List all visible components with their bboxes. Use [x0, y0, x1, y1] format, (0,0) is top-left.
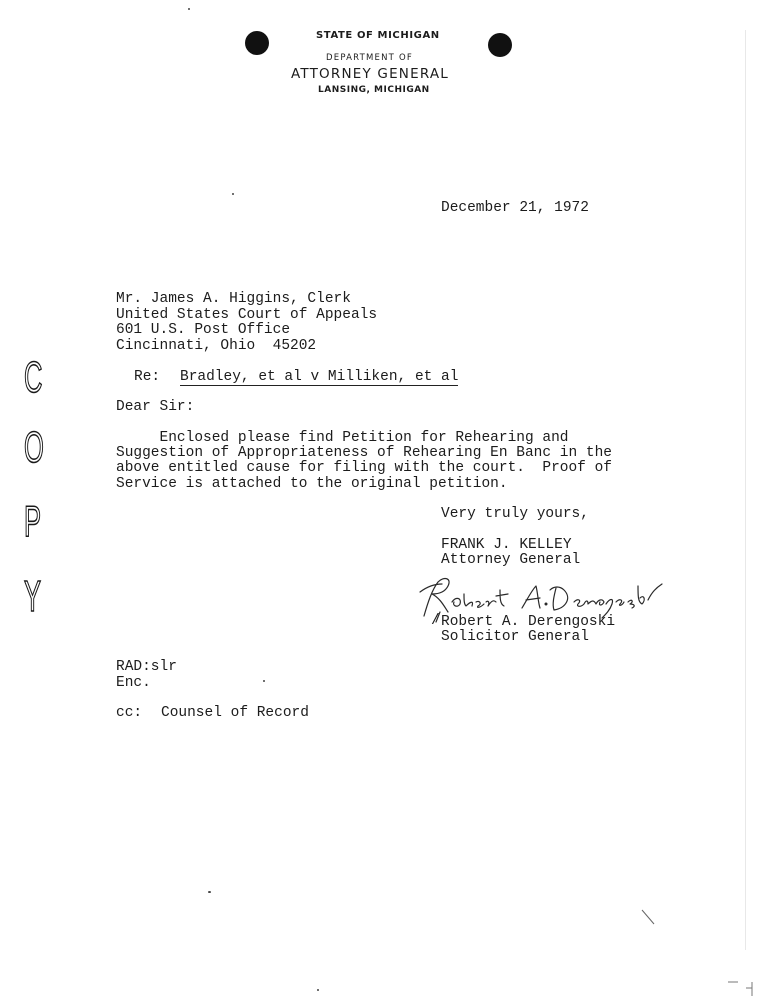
- signature-stroke: [550, 587, 568, 610]
- scan-speck: [232, 193, 234, 195]
- signature-stroke: [452, 590, 508, 607]
- letter-date: December 21, 1972: [441, 200, 589, 216]
- copy-stamp-letter: Y: [24, 572, 42, 621]
- letterhead-department: DEPARTMENT OF: [326, 53, 413, 63]
- sender-title: Attorney General: [441, 552, 581, 568]
- salutation: Dear Sir:: [116, 399, 195, 415]
- body-line: above entitled cause for filing with the court. Proof of: [116, 460, 612, 476]
- letterhead-office: ATTORNEY GENERAL: [291, 66, 450, 82]
- signature-stroke: [545, 603, 547, 605]
- recipient-line: Mr. James A. Higgins, Clerk: [116, 291, 351, 307]
- copy-stamp-letter: C: [24, 353, 43, 402]
- cc-label: cc:: [116, 705, 143, 721]
- body-line: Enclosed please find Petition for Rehearing and: [116, 430, 569, 446]
- signature-stroke: [420, 584, 442, 592]
- cc-value: Counsel of Record: [161, 705, 309, 721]
- closing: Very truly yours,: [441, 506, 589, 522]
- signature-stroke: [628, 584, 662, 608]
- recipient-line: Cincinnati, Ohio 45202: [116, 338, 317, 354]
- letterhead-state: STATE OF MICHIGAN: [316, 30, 440, 41]
- scan-speck: [188, 8, 190, 10]
- binder-hole-left: [245, 31, 269, 55]
- letterhead-city: LANSING, MICHIGAN: [318, 85, 430, 95]
- scan-corner-mark: [726, 978, 756, 998]
- binder-hole-right: [488, 33, 512, 57]
- scan-edge-line: [745, 30, 746, 950]
- scan-mark: [640, 908, 660, 928]
- body-line: Suggestion of Appropriateness of Rehearing En Banc in the: [116, 445, 612, 461]
- signer-name-prefix: /: [431, 613, 440, 629]
- recipient-line: 601 U.S. Post Office: [116, 322, 291, 338]
- enclosure-note: Enc.: [116, 675, 151, 691]
- signer-title: Solicitor General: [441, 629, 589, 645]
- re-label: Re:: [134, 369, 161, 385]
- recipient-line: United States Court of Appeals: [116, 307, 378, 323]
- signature-stroke: [522, 586, 540, 608]
- scan-speck: [317, 989, 319, 991]
- scan-speck: [208, 891, 211, 893]
- sender-name: FRANK J. KELLEY: [441, 537, 572, 553]
- body-line: Service is attached to the original petition.: [116, 476, 508, 492]
- scan-speck: [263, 680, 265, 682]
- re-case-name: Bradley, et al v Milliken, et al: [180, 369, 459, 385]
- signer-name: Robert A. Derengoski: [441, 614, 616, 630]
- copy-stamp-letter: O: [24, 423, 44, 472]
- copy-stamp-letter: P: [24, 497, 42, 546]
- typist-initials: RAD:slr: [116, 659, 177, 675]
